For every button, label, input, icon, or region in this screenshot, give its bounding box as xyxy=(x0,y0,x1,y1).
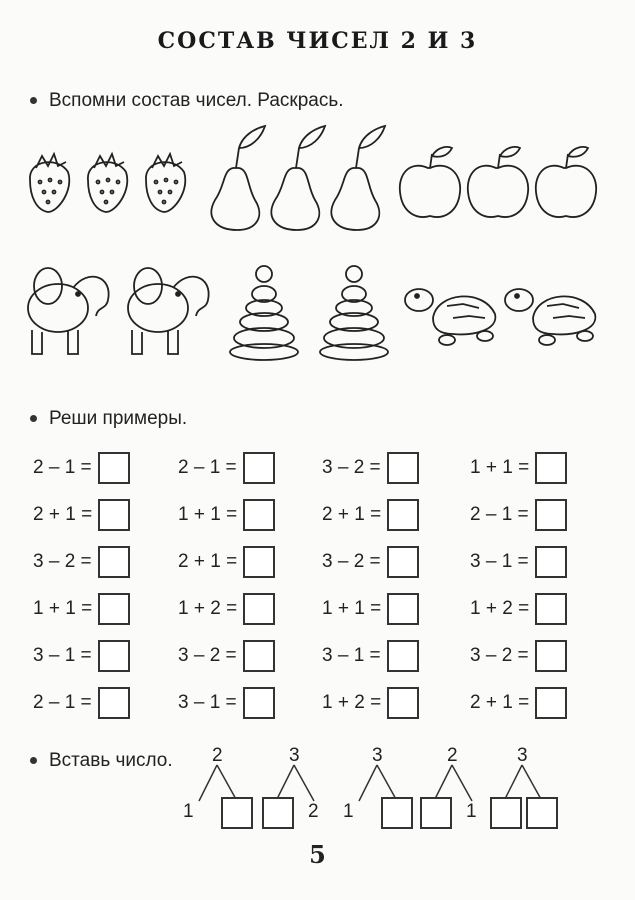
example-item xyxy=(322,546,419,578)
pictures-row-2 xyxy=(18,258,618,368)
example-expression: 1 + 2 = xyxy=(178,598,238,619)
example-expression: 2 + 1 = xyxy=(470,692,530,713)
answer-box[interactable] xyxy=(98,640,130,672)
example-item xyxy=(322,593,419,625)
answer-box[interactable] xyxy=(535,640,567,672)
answer-box[interactable] xyxy=(535,452,567,484)
example-expression: 3 – 2 = xyxy=(33,551,92,572)
example-expression: 3 – 1 = xyxy=(178,692,237,713)
tree-top-number: 3 xyxy=(372,745,383,766)
tree-left-box[interactable] xyxy=(262,797,294,829)
pyramid-toy-icon xyxy=(320,266,388,360)
example-expression: 2 + 1 = xyxy=(33,504,93,525)
answer-box[interactable] xyxy=(243,452,275,484)
answer-box[interactable] xyxy=(98,499,130,531)
page-title: СОСТАВ ЧИСЕЛ 2 И 3 xyxy=(157,28,478,54)
apple-icon xyxy=(468,147,528,217)
strawberry-icon xyxy=(146,154,185,212)
example-expression: 2 – 1 = xyxy=(470,504,529,525)
answer-box[interactable] xyxy=(243,499,275,531)
example-item xyxy=(178,546,275,578)
example-expression: 3 – 1 = xyxy=(33,645,92,666)
number-tree xyxy=(420,745,490,830)
number-tree xyxy=(262,745,332,830)
example-expression: 2 + 1 = xyxy=(322,504,382,525)
example-item xyxy=(178,687,275,719)
task-solve xyxy=(30,408,187,430)
answer-box[interactable] xyxy=(98,687,130,719)
example-item xyxy=(178,640,275,672)
tree-right-box[interactable] xyxy=(221,797,253,829)
strawberry-icon xyxy=(88,154,127,212)
example-expression: 1 + 2 = xyxy=(322,692,382,713)
example-expression: 2 + 1 = xyxy=(178,551,238,572)
example-item xyxy=(470,546,567,578)
number-tree xyxy=(490,745,560,830)
example-item xyxy=(33,452,130,484)
example-item xyxy=(322,452,419,484)
example-item xyxy=(33,640,130,672)
answer-box[interactable] xyxy=(243,640,275,672)
apple-icon xyxy=(536,147,596,217)
example-item xyxy=(322,687,419,719)
example-expression: 1 + 1 = xyxy=(322,598,382,619)
answer-box[interactable] xyxy=(243,546,275,578)
tree-right-box[interactable] xyxy=(526,797,558,829)
tree-right-box[interactable] xyxy=(381,797,413,829)
answer-box[interactable] xyxy=(535,687,567,719)
example-expression: 1 + 1 = xyxy=(33,598,93,619)
answer-box[interactable] xyxy=(387,546,419,578)
bullet-icon xyxy=(30,415,37,422)
task-insert xyxy=(30,750,173,772)
answer-box[interactable] xyxy=(387,499,419,531)
example-item xyxy=(33,593,130,625)
example-expression: 3 – 1 = xyxy=(322,645,381,666)
example-expression: 2 – 1 = xyxy=(33,692,92,713)
pear-icon xyxy=(331,126,385,230)
example-expression: 3 – 1 = xyxy=(470,551,529,572)
example-item xyxy=(33,687,130,719)
task-color-label: Вспомни состав чисел. Раскрась. xyxy=(49,90,344,111)
answer-box[interactable] xyxy=(387,452,419,484)
example-expression: 2 – 1 = xyxy=(33,457,92,478)
example-expression: 3 – 2 = xyxy=(470,645,529,666)
tree-right-number: 2 xyxy=(308,801,319,822)
elephant-icon xyxy=(28,268,109,354)
apple-icon xyxy=(400,147,460,217)
turtle-icon xyxy=(405,289,495,345)
answer-box[interactable] xyxy=(535,499,567,531)
elephant-icon xyxy=(128,268,209,354)
answer-box[interactable] xyxy=(535,593,567,625)
example-item xyxy=(33,499,130,531)
example-item xyxy=(470,593,567,625)
example-item xyxy=(470,499,567,531)
turtle-icon xyxy=(505,289,595,345)
strawberry-icon xyxy=(30,154,69,212)
bullet-icon xyxy=(30,97,37,104)
example-item xyxy=(178,499,275,531)
answer-box[interactable] xyxy=(387,593,419,625)
pyramid-toy-icon xyxy=(230,266,298,360)
tree-top-number: 2 xyxy=(447,745,458,766)
tree-right-number: 1 xyxy=(466,801,477,822)
answer-box[interactable] xyxy=(98,452,130,484)
task-solve-label: Реши примеры. xyxy=(49,408,188,429)
example-expression: 3 – 2 = xyxy=(178,645,237,666)
example-expression: 1 + 1 = xyxy=(470,457,530,478)
pear-icon xyxy=(271,126,325,230)
answer-box[interactable] xyxy=(98,593,130,625)
page-number: 5 xyxy=(309,840,326,869)
example-item xyxy=(178,593,275,625)
answer-box[interactable] xyxy=(243,593,275,625)
answer-box[interactable] xyxy=(387,687,419,719)
tree-top-number: 3 xyxy=(289,745,300,766)
example-item xyxy=(322,640,419,672)
answer-box[interactable] xyxy=(243,687,275,719)
tree-left-box[interactable] xyxy=(420,797,452,829)
example-item xyxy=(178,452,275,484)
number-tree xyxy=(345,745,415,830)
example-item xyxy=(470,687,567,719)
tree-top-number: 3 xyxy=(517,745,528,766)
tree-top-number: 2 xyxy=(212,745,223,766)
example-item xyxy=(33,546,130,578)
example-item xyxy=(322,499,419,531)
tree-left-box[interactable] xyxy=(490,797,522,829)
task-color xyxy=(30,90,344,112)
pictures-row-1 xyxy=(18,120,618,235)
example-item xyxy=(470,452,567,484)
example-item xyxy=(470,640,567,672)
example-expression: 1 + 1 = xyxy=(178,504,238,525)
number-tree xyxy=(185,745,255,830)
answer-box[interactable] xyxy=(387,640,419,672)
answer-box[interactable] xyxy=(535,546,567,578)
tree-left-number: 1 xyxy=(343,801,354,822)
tree-left-number: 1 xyxy=(183,801,194,822)
bullet-icon xyxy=(30,757,37,764)
example-expression: 2 – 1 = xyxy=(178,457,237,478)
example-expression: 3 – 2 = xyxy=(322,457,381,478)
answer-box[interactable] xyxy=(98,546,130,578)
example-expression: 3 – 2 = xyxy=(322,551,381,572)
example-expression: 1 + 2 = xyxy=(470,598,530,619)
task-insert-label: Вставь число. xyxy=(49,750,173,771)
pear-icon xyxy=(211,126,265,230)
